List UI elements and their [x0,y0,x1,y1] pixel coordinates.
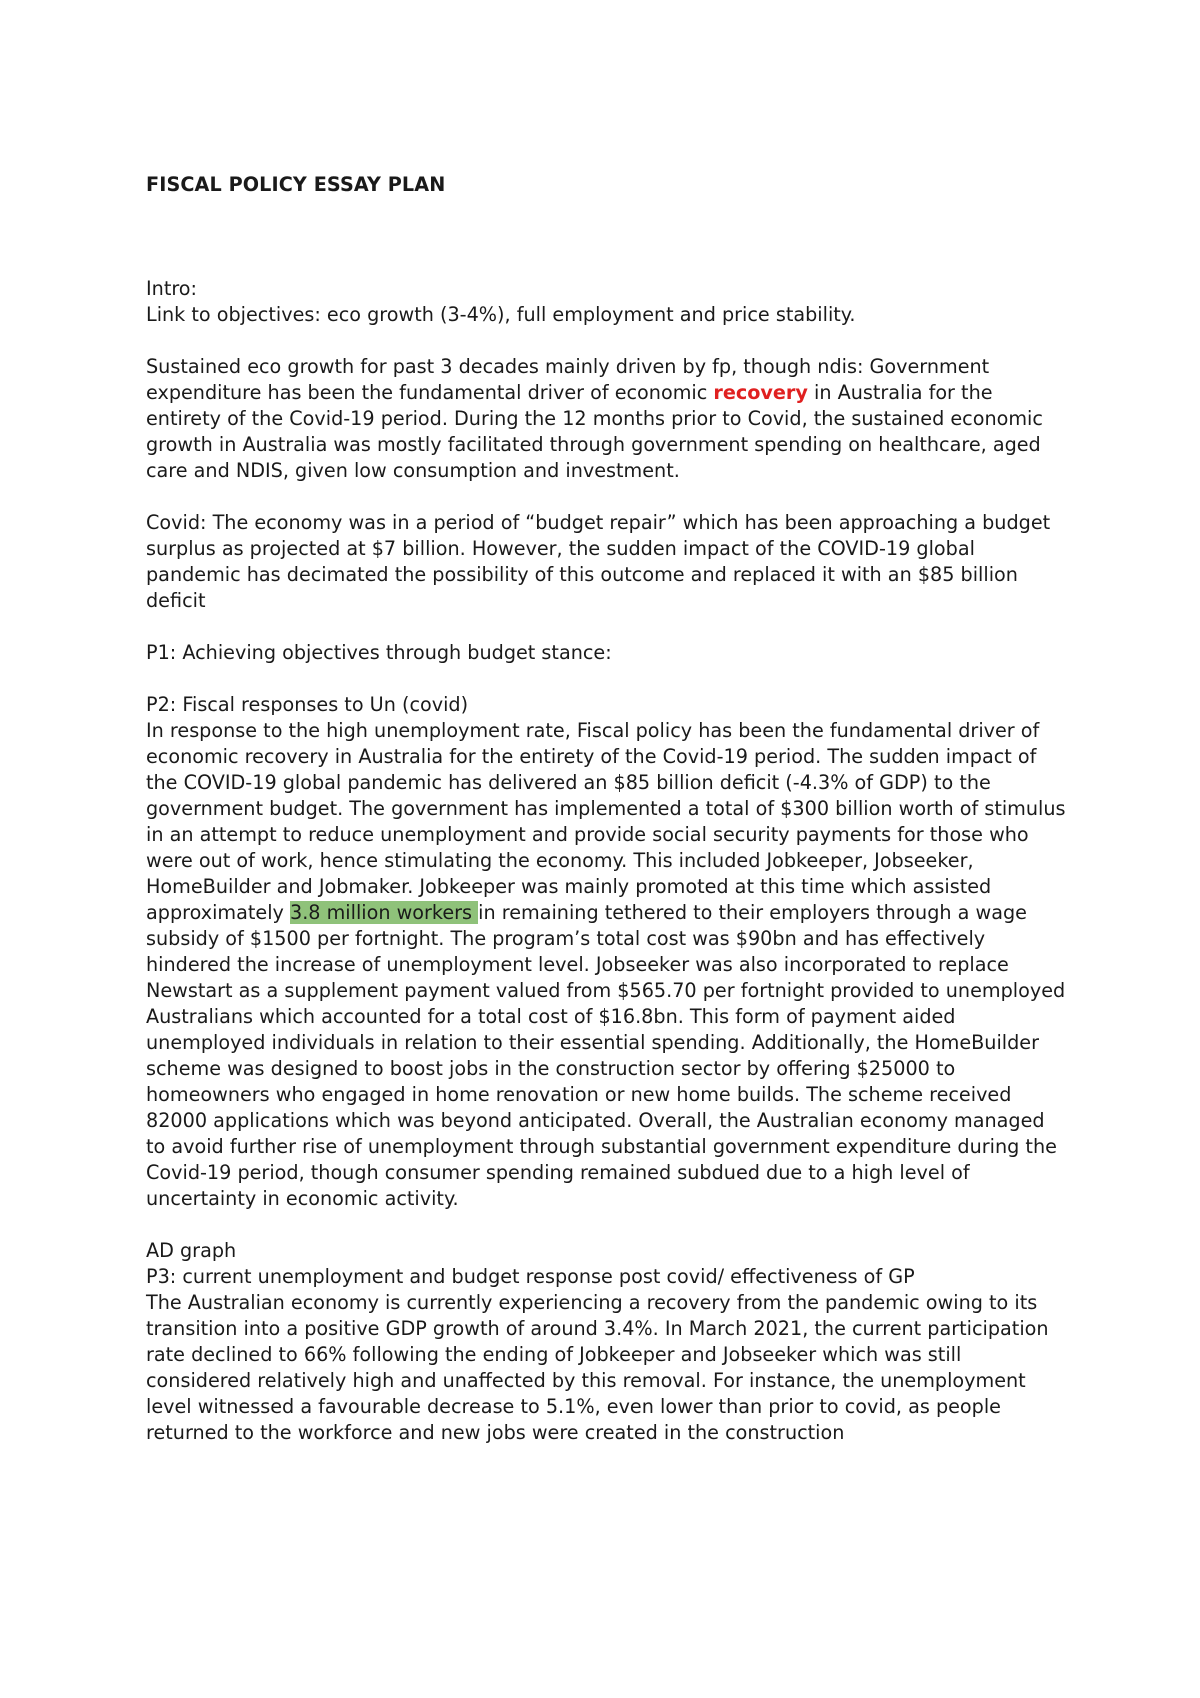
recovery-emphasis: recovery [713,381,808,404]
document-title: FISCAL POLICY ESSAY PLAN [146,173,446,196]
p3-heading: P3: current unemployment and budget response post covid/ effectiveness of GP [146,1265,915,1288]
p3-body-paragraph: The Australian economy is currently experiencing a recovery from the pandemic owing to its transition into a positive GDP growth of around 3.4%. In March 2021, the current participation rate declined to 66% following the ending of Jobkeeper and Jobseeker which was still considered relatively high and unaffected by this removal. For instance, the unemployment level witnessed a favourable decrease to 5.1%, even lower than prior to covid, as people returned to the workforce and new jobs were created in the construction [146,1291,1049,1444]
sustained-growth-paragraph [146,354,1066,484]
p2-heading: P2: Fiscal responses to Un (covid) [146,693,469,716]
p2-body-end: in remaining tethered to their employers through a wage subsidy of $1500 per fortnight. The program’s total cost was $90bn and has effectively hindered the increase of unemployment level. Jobseeker was also incorporated to replace Newstart as a supplement payment valued from $565.70 per fortnight provided to unemployed Australians which accounted for a total cost of $16.8bn. This form of payment aided unemployed individuals in relation to their essential spending. Additionally, the HomeBuilder scheme was designed to boost jobs in the construction sector by offering $25000 to homeowners who engaged in home renovation or new home builds. The scheme received 82000 applications which was beyond anticipated. Overall, the Australian economy managed to avoid further rise of unemployment through substantial government expenditure during the Covid-19 period, though consumer spending remained subdued due to a high level of uncertainty in economic activity. [146,901,1066,1210]
covid-paragraph: Covid: The economy was in a period of “budget repair” which has been approaching a budget surplus as projected at $7 billion. However, the sudden impact of the COVID-19 global pandemic has decimated the possibility of this outcome and replaced it with an $85 billion deficit [146,511,1051,612]
sustained-text-start: Sustained eco growth for past 3 decades mainly driven by fp, though ndis: Government expenditure has been the fundamental driver of economic [146,355,990,404]
p2-body-start: In response to the high unemployment rate, Fiscal policy has been the fundamental driver of economic recovery in Australia for the entirety of the Covid-19 period. The sudden impact of the COVID-19 global pandemic has delivered an $85 billion deficit (-4.3% of GDP) to the government budget. The government has implemented a total of $300 billion worth of stimulus in an attempt to reduce unemployment and provide social security payments for those who were out of work, hence stimulating the economy. This included Jobkeeper, Jobseeker, HomeBuilder and Jobmaker. Jobkeeper was mainly promoted at this time which assisted approximately [146,719,1066,924]
document-body [146,172,1066,1446]
spacer [146,1212,1066,1238]
workers-highlight: 3.8 million workers [289,901,479,924]
intro-label: Intro: [146,277,198,300]
spacer [146,198,1066,224]
p1-heading: P1: Achieving objectives through budget stance: [146,641,612,664]
spacer [146,484,1066,510]
intro-objectives: Link to objectives: eco growth (3-4%), full employment and price stability. [146,303,856,326]
spacer [146,250,1066,276]
sustained-text-end: in Australia for the entirety of the Covid-19 period. During the 12 months prior to Covid, the sustained economic growth in Australia was mostly facilitated through government spending on healthcare, aged care and NDIS, given low consumption and investment. [146,381,1043,482]
p2-body-paragraph [146,718,1066,1212]
spacer [146,328,1066,354]
spacer [146,666,1066,692]
spacer [146,224,1066,250]
spacer [146,614,1066,640]
ad-graph-label: AD graph [146,1239,237,1262]
